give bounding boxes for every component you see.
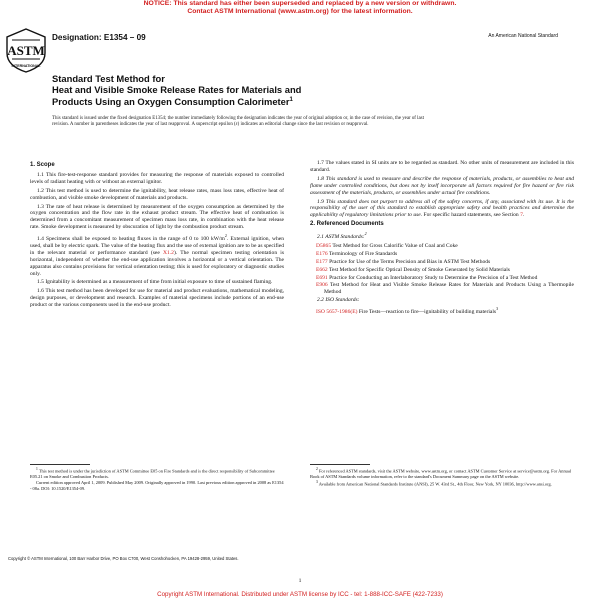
license-notice: Copyright ASTM International. Distributed under ASTM license by ICC - tel: 1-888-ICC-SAFE (422-7233) <box>157 591 443 598</box>
svg-text:ASTM: ASTM <box>7 43 45 58</box>
notice-line-2: Contact ASTM International (www.astm.org) for the latest information. <box>187 8 413 15</box>
designation: Designation: E1354 – 09 <box>52 33 146 42</box>
para-1-5: 1.5 Ignitability is determined as a measurement of time from initial exposure to time of sustained flaming. <box>37 279 273 286</box>
ref-item-iso: ISO 5657-1986(E) Fire Tests—reaction to fire—ignitability of building materials$^3$ <box>316 306 499 315</box>
footnotes-left <box>30 467 284 492</box>
ref-link[interactable]: E176 <box>316 250 328 257</box>
para-1-2: 1.2 This test method is used to determine the ignitability, heat release rates, mass loss rates, effective heat of combustion, and visible smoke development of materials and products. <box>30 187 284 201</box>
para-1-3: 1.3 The rate of heat release is determined by measurement of the oxygen consumption as determined by the oxygen concentration and the flow rate in the exhaust product stream. The effective heat of combustion is determined from a concomitant measurement of specimen mass loss rate, in combination with the heat release rate. Smoke development is measured by obscuration of light by the combustion product stream. <box>30 203 284 231</box>
footnote-1b: Current edition approved April 1, 2009. Published May 2009. Originally approved in 1990. Last previous edition approved in 2008 as E1354 - 08a. DOI: 10.1520/E1354-09. <box>30 480 284 491</box>
ref-item: E906 Test Method for Heat and Visible Smoke Release Rates for Materials and Products Using a Thermopile Method <box>316 282 574 296</box>
ref-link-iso[interactable]: ISO 5657-1986(E) <box>316 309 358 315</box>
left-column <box>30 160 284 311</box>
ref-link[interactable]: E177 <box>316 258 328 265</box>
withdrawal-notice <box>0 0 600 16</box>
iso-standards-subheading: 2.2 ISO Standards: <box>317 297 360 304</box>
astm-logo-icon <box>4 28 48 74</box>
para-1-4: 1.4 Specimens shall be exposed to heating fluxes in the range of 0 to 100 $kW/m^2$. External ignition, when used, shall be by electric spark. The value of the heating flux and the use of external ignition are to be as specified in the relevant material or performance standard (see X1.2). The normal specimen testing orientation is horizontal, independent of whether the end-use application involves a horizontal or a vertical orientation. The apparatus also contains provisions for vertical orientation testing; this is used for exploratory or diagnostic studies only. <box>30 233 284 277</box>
ref-item: E176 Terminology of Fire Standards <box>316 250 398 257</box>
footnote-divider-left <box>30 464 90 465</box>
footnote-3: $^3$ Available from American National Standards Institute (ANSI), 25 W. 43rd St., 4th Floor, New York, NY 10036, http://www.ansi.org. <box>316 480 552 487</box>
title-line-3: Products Using an Oxygen Consumption Calorimeter$^1$ <box>52 96 293 108</box>
title-line-2: Heat and Visible Smoke Release Rates for Materials and <box>52 84 302 95</box>
link-x1-2[interactable]: X1.2 <box>162 249 174 256</box>
referenced-documents-heading: 2. Referenced Documents <box>310 221 384 228</box>
footnote-divider-right <box>310 464 370 465</box>
scope-heading: 1. Scope <box>30 162 55 168</box>
right-column <box>310 160 574 317</box>
para-1-7: 1.7 The values stated in SI units are to be regarded as standard. No other units of measurement are included in this standard. <box>310 160 574 173</box>
ref-link[interactable]: D5865 <box>316 242 332 249</box>
para-1-6: 1.6 This test method has been developed for use for material and product evaluations, mathematical modeling, design purposes, or development and research. Examples of material specimens include portions of an end-use product or the various components used in the end-use product. <box>30 288 284 309</box>
ref-item: E691 Practice for Conducting an Interlaboratory Study to Determine the Precision of a Test Method <box>316 274 538 281</box>
document-title <box>52 73 472 107</box>
astm-standards-subheading: 2.1 ASTM Standards:$^2$ <box>317 231 367 240</box>
para-1-8: 1.8 This standard is used to measure and describe the response of materials, products, or assemblies to heat and flame under controlled conditions, but does not by itself incorporate all factors required for fire hazard or fire risk assessment of the materials, products, or assemblies under actual fire conditions. <box>310 175 574 196</box>
footnote-1: $^1$ This test method is under the jurisdiction of ASTM Committee E05 on Fire Standards and is the direct responsibility of Subcommittee E05.21 on Smoke and Combustion Products. <box>30 467 275 479</box>
footnote-2: $^2$ For referenced ASTM standards, visit the ASTM website, www.astm.org, or contact ASTM Customer Service at service@astm.org. For Annual Book of ASTM Standards volume information, refer to the standard's Document Summary page on the ASTM website. <box>310 467 572 479</box>
issuance-note: This standard is issued under the fixed designation E1354; the number immediately following the designation indicates the year of original adoption or, in the case of revision, the year of last revision. A number in parentheses indicates the year of last reapproval. A superscript epsilon (ε) indicates an editorial change since the last revision or reapproval. <box>52 116 424 128</box>
american-national-standard-label: An American National Standard <box>488 33 558 39</box>
ref-item: E177 Practice for Use of the Terms Precision and Bias in ASTM Test Methods <box>316 258 491 265</box>
footnotes-right <box>310 467 574 488</box>
ref-item: E662 Test Method for Specific Optical Density of Smoke Generated by Solid Materials <box>316 266 510 273</box>
ref-link[interactable]: E662 <box>316 266 328 273</box>
para-1-9: 1.9 This standard does not purport to address all of the safety concerns, if any, associated with its use. It is the responsibility of the user of this standard to establish appropriate safety and health practices and determine the applicability of regulatory limitations prior to use. For specific hazard statements, see Section 7. <box>310 198 574 219</box>
ref-item: D5865 Test Method for Gross Calorific Value of Coal and Coke <box>316 242 458 249</box>
logo-text: INTERNATIONAL <box>11 64 41 68</box>
ref-link[interactable]: E906 <box>316 282 328 289</box>
title-footnote-mark: 1 <box>289 97 293 103</box>
copyright-line: Copyright © ASTM International, 100 Barr Harbor Drive, PO Box C700, West Conshohocken, PA 19428-2959, United States. <box>8 556 239 561</box>
page-number: 1 <box>298 578 302 584</box>
para-1-1: 1.1 This fire-test-response standard provides for measuring the response of materials exposed to controlled levels of radiant heating with or without an external ignitor. <box>30 171 284 185</box>
link-section-7[interactable]: 7 <box>520 212 523 219</box>
ref-link[interactable]: E691 <box>316 274 328 281</box>
title-line-1: Standard Test Method for <box>52 73 165 84</box>
notice-line-1: NOTICE: This standard has either been superseded and replaced by a new version or withdrawn. <box>143 0 457 7</box>
